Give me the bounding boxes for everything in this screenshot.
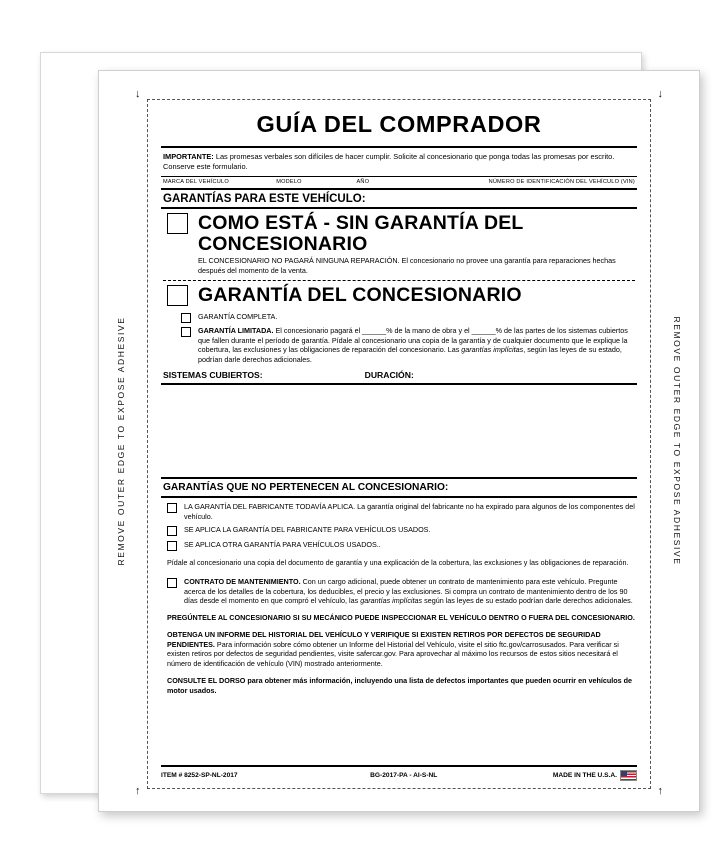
blank-fill-area [161, 385, 637, 477]
as-is-checkbox[interactable] [167, 213, 188, 234]
service-contract-label: CONTRATO DE MANTENIMIENTO. [184, 577, 301, 587]
important-label: IMPORTANTE: [163, 152, 214, 161]
other-warranty-text: SE APLICA OTRA GARANTÍA PARA VEHÍCULOS USADOS.. [184, 540, 381, 550]
made-in-text: MADE IN THE U.S.A. [552, 772, 617, 779]
inspect-paragraph: PREGÚNTELE AL CONCESIONARIO SI SU MECÁNICO PUEDE INSPECCIONAR EL VEHÍCULO DENTRO O FUERA DEL CONCESIONARIO. [167, 613, 635, 623]
as-is-title: COMO ESTÁ - SIN GARANTÍA DEL CONCESIONARIO [198, 211, 524, 255]
used-vehicle-warranty-text: SE APLICA LA GARANTÍA DEL FABRICANTE PARA VEHÍCULOS USADOS. [184, 525, 431, 535]
service-contract-end: según las leyes de su estado podrían darle derechos adicionales. [422, 596, 633, 606]
dealer-warranty-title: GARANTÍA DEL CONCESIONARIO [198, 284, 522, 306]
list-item [161, 498, 637, 521]
form-content [161, 111, 637, 781]
field-year-label: AÑO [356, 178, 370, 185]
vehicle-info-row [161, 177, 637, 190]
back-side-label: CONSULTE EL DORSO [167, 675, 246, 685]
dealer-warranty-checkbox[interactable] [167, 285, 188, 306]
buyers-guide-form [98, 70, 700, 812]
limited-warranty-italic: garantías implícitas [461, 345, 524, 355]
important-text: Las promesas verbales son difíciles de hacer cumplir. Solicite al concesionario que ponga todas las promesas por escrito. Conserve este formulario. [163, 152, 615, 171]
limited-warranty-row [161, 323, 637, 365]
back-side-paragraph [161, 669, 637, 695]
full-warranty-checkbox[interactable] [181, 313, 191, 323]
form-footer [161, 765, 637, 781]
side-instruction-left: REMOVE OUTER EDGE TO EXPOSE ADHESIVE [116, 316, 126, 566]
limited-warranty-checkbox[interactable] [181, 327, 191, 337]
limited-warranty-text [198, 326, 635, 365]
service-contract-body: Con un cargo adicional, puede obtener un contrato de mantenimiento para este vehículo. Pregunte acerca de los detalles de la cobertura, los deducibles, el precio y las exclusiones. Si compra un contrato de mantenimiento dentro de los 90 días desde el momento en que compró el vehículo, las [184, 577, 628, 606]
arrow-bottom-right-icon: ↑ [657, 785, 663, 797]
ask-copy-paragraph: Pídale al concesionario una copia del documento de garantía y una explicación de la cobertura, las exclusiones y las obligaciones de reparación. [167, 558, 629, 568]
service-contract-italic: garantías implícitas [360, 596, 423, 606]
limited-warranty-end: , según las leyes de su estado, podrían darle derechos adicionales. [198, 345, 622, 365]
field-vin-label: NÚMERO DE IDENTIFICACIÓN DEL VEHÍCULO (VIN) [488, 178, 635, 185]
used-vehicle-warranty-checkbox[interactable] [167, 526, 177, 536]
back-side-body: para obtener más información, incluyendo una lista de defectos importantes que pueden ocurrir en vehículos de motor usados. [167, 675, 633, 695]
duration-label: DURACIÓN: [364, 369, 414, 380]
history-paragraph [161, 623, 637, 669]
page-title: GUÍA DEL COMPRADOR [256, 111, 542, 137]
full-warranty-row [161, 309, 637, 323]
non-dealer-warranties-heading: GARANTÍAS QUE NO PERTENECEN AL CONCESIONARIO: [161, 477, 637, 498]
field-make-label: MARCA DEL VEHÍCULO [163, 178, 229, 185]
service-contract-text [184, 577, 635, 606]
list-item [161, 536, 637, 551]
history-paragraph-label: OBTENGA UN INFORME DEL HISTORIAL DEL VEHÍCULO Y VERIFIQUE SI EXISTEN RETIROS POR DEFECTOS DE SEGURIDAD PENDIENTES. [167, 629, 601, 649]
covered-systems-row [161, 365, 637, 385]
list-item [161, 521, 637, 536]
warranties-heading: GARANTÍAS PARA ESTE VEHÍCULO: [163, 192, 366, 205]
systems-covered-label: SISTEMAS CUBIERTOS: [163, 369, 263, 380]
arrow-top-left-icon: ↓ [135, 88, 141, 100]
side-instruction-right: REMOVE OUTER EDGE TO EXPOSE ADHESIVE [672, 316, 682, 566]
as-is-text: EL CONCESIONARIO NO PAGARÁ NINGUNA REPARACIÓN. El concesionario no provee una garantía para reparaciones hechas después del momento de la venta. [198, 256, 616, 275]
limited-warranty-label: GARANTÍA LIMITADA. [198, 326, 274, 335]
footer-made-in [485, 770, 637, 781]
footer-form-code: BG-2017-PA - AI-S-NL [370, 772, 438, 779]
dealer-warranty-section [161, 281, 637, 309]
service-contract-row [161, 568, 637, 606]
footer-item-number: ITEM # 8252-SP-NL-2017 [161, 772, 238, 779]
service-contract-checkbox[interactable] [167, 578, 177, 588]
mfr-warranty-text: LA GARANTÍA DEL FABRICANTE TODAVÍA APLICA. La garantía original del fabricante no ha expirado para algunos de los componentes del vehículo. [184, 501, 635, 521]
limited-warranty-body: El concesionario pagará el ______% de la mano de obra y el ______% de las partes de los sistemas cubiertos que fallen durante el período de garantía. Pídale al concesionario una copia de la garantía y de cualquier documento que le explique la cobertura, las exclusiones y las obligaciones de reparación del concesionario. Las [198, 326, 628, 355]
important-notice [161, 146, 637, 177]
us-flag-icon [620, 770, 637, 781]
mfr-warranty-checkbox[interactable] [167, 503, 177, 513]
field-model-label: MODELO [276, 178, 302, 185]
other-warranty-checkbox[interactable] [167, 541, 177, 551]
history-paragraph-body: Para información sobre cómo obtener un Informe del Historial del Vehículo, visite el sitio ftc.gov/carrosusados. Para verificar si existen retiros por defectos de seguridad pendientes, visite safercar.gov. Para aprovechar al máximo los recursos de estos sitios necesitará el número de identificación de vehículo (VIN) mostrado anteriormente. [167, 639, 619, 669]
arrow-bottom-left-icon: ↑ [135, 785, 141, 797]
full-warranty-label: GARANTÍA COMPLETA. [198, 312, 278, 321]
arrow-top-right-icon: ↓ [657, 88, 663, 100]
as-is-section [161, 207, 637, 275]
